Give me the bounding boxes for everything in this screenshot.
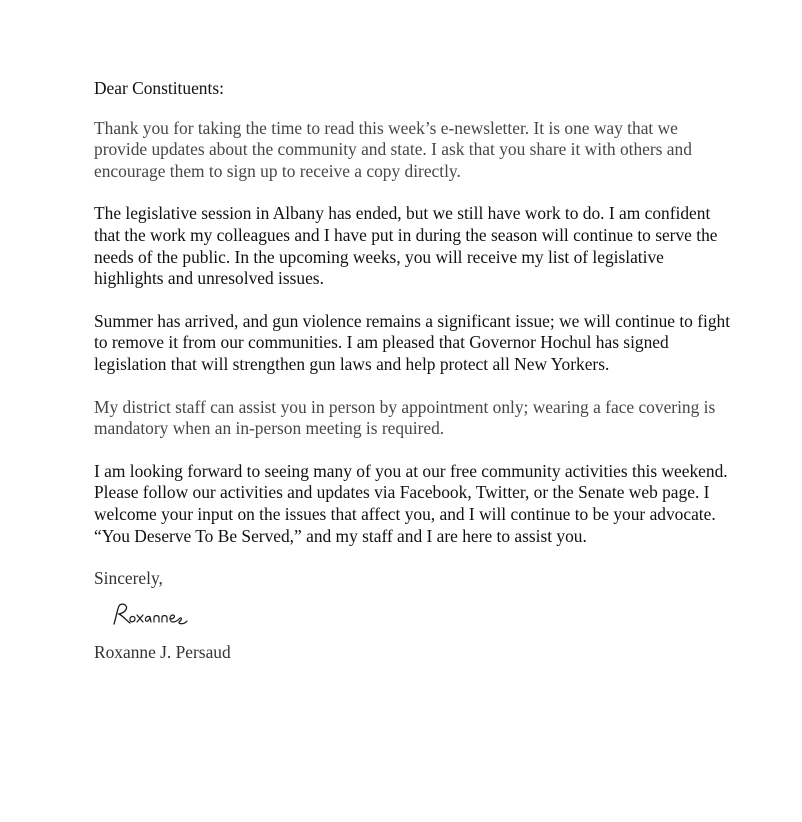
paragraph-gun-violence: Summer has arrived, and gun violence remains a significant issue; we will continue to fight to remove it from our communities. I am pleased that Governor Hochul has signed legislation that will strengthen gun laws and help protect all New Yorkers. xyxy=(94,310,731,374)
paragraph-legislative-session: The legislative session in Albany has ended, but we still have work to do. I am confident that the work my colleagues and I have put in during the season will continue to serve the needs of the public. In the upcoming weeks, you will receive my list of legislative highlights and unresolved issues. xyxy=(94,203,718,289)
closing: Sincerely, xyxy=(94,568,163,589)
signer-name: Roxanne J. Persaud xyxy=(94,641,231,662)
handwritten-signature xyxy=(110,600,190,630)
paragraph-community-activities: I am looking forward to seeing many of you at our free community activities this weekend. Please follow our activities and updates via Facebook, Twitter, or the Senate web page. I welcome your input on the issues that affect you, and I will continue to be your advocate. “You Deserve To Be Served,” and my staff and I are here to assist you. xyxy=(94,460,728,546)
salutation: Dear Constituents: xyxy=(94,78,224,98)
paragraph-district-staff: My district staff can assist you in person by appointment only; wearing a face covering is mandatory when an in-person meeting is required. xyxy=(94,396,716,439)
paragraph-newsletter-intro: Thank you for taking the time to read this week’s e-newsletter. It is one way that we provide updates about the community and state. I ask that you share it with others and encourage them to sign up to receive a copy directly. xyxy=(94,117,692,181)
letter-body xyxy=(94,78,734,663)
